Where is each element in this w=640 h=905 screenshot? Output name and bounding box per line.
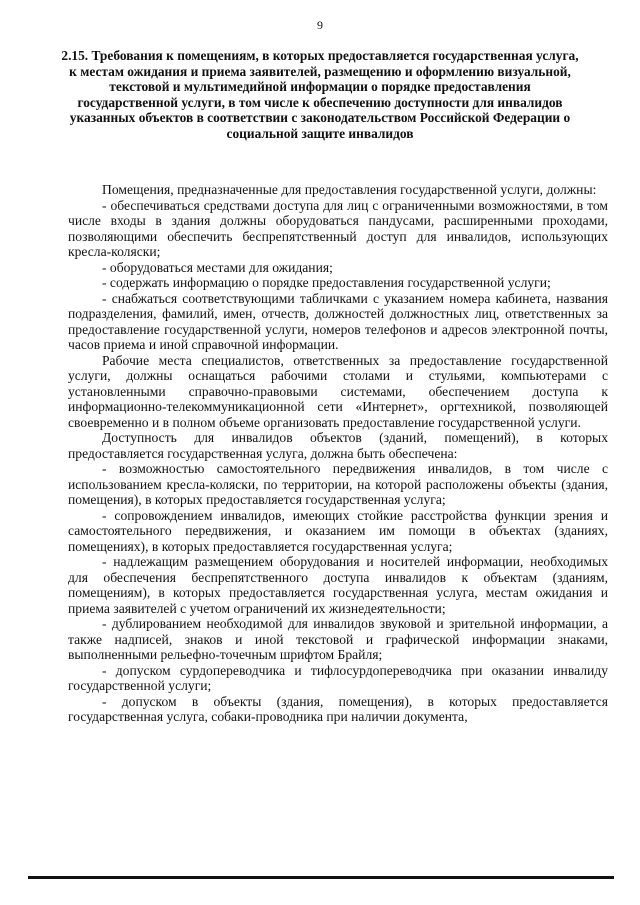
paragraph: - допуском в объекты (здания, помещения), в которых предоставляется государственная услуга, собаки-проводника при наличии документа,: [68, 693, 608, 724]
paragraph: - допуском сурдопереводчика и тифлосурдопереводчика при оказании инвалиду государственной услуги;: [68, 662, 608, 693]
section-heading: 2.15. Требования к помещениям, в которых предоставляется государственная услуга, к местам ожидания и приема заявителей, размещению и оформлению визуальной, текстовой и мультимедийной информации о порядке предоставления государственной услуги, в том числе к обеспечению доступности для инвалидов указанных объектов в соответствии с законодательством Российской Федерации о социальной защите инвалидов: [61, 48, 579, 141]
paragraph: - оборудоваться местами для ожидания;: [102, 259, 333, 275]
body-text: [68, 182, 608, 725]
paragraph: - дублированием необходимой для инвалидов звуковой и зрительной информации, а также надписей, знаков и иной текстовой и графической информации знаками, выполненными рельефно-точечным шрифтом Брайля;: [68, 616, 608, 662]
bottom-rule: [28, 876, 614, 879]
paragraph: - обеспечиваться средствами доступа для лиц с ограниченными возможностями, в том числе входы в здания должны оборудоваться пандусами, расширенными проходами, позволяющими обеспечить беспрепятственный доступ для инвалидов, использующих кресла-коляски;: [68, 197, 608, 259]
paragraph: - снабжаться соответствующими табличками с указанием номера кабинета, названия подразделения, фамилий, имен, отчеств, должностей должностных лиц, ответственных за предоставление государственной услуги, номеров телефонов и адресов электронной почты, часов приема и иной справочной информации.: [68, 290, 608, 352]
paragraph: - надлежащим размещением оборудования и носителей информации, необходимых для обеспечения беспрепятственного доступа инвалидов к объектам (зданиям, помещениям), в которых предоставляется государственная услуга, местам ожидания и приема заявителей с учетом ограничений их жизнедеятельности;: [68, 554, 608, 616]
paragraph: Помещения, предназначенные для предоставления государственной услуги, должны:: [102, 182, 597, 197]
paragraph: - содержать информацию о порядке предоставления государственной услуги;: [102, 275, 551, 290]
paragraph: Рабочие места специалистов, ответственных за предоставление государственной услуги, должны оснащаться рабочими столами и стульями, компьютерами с установленными справочно-правовыми системами, обеспечением доступа к информационно-телекоммуникационной сети «Интернет», оргтехникой, позволяющей своевременно и в полном объеме организовать предоставление государственной услуги.: [68, 352, 608, 430]
paragraph: - возможностью самостоятельного передвижения инвалидов, в том числе с использованием кресла-коляски, по территории, на которой расположены объекты (здания, помещения), в которых предоставляется государственная услуга;: [68, 461, 608, 507]
paragraph: - сопровождением инвалидов, имеющих стойкие расстройства функции зрения и самостоятельного передвижения, и оказанием им помощи в объектах (зданиях, помещениях), в которых предоставляется государственная услуга;: [68, 507, 608, 554]
page-number: 9: [317, 18, 323, 32]
paragraph: Доступность для инвалидов объектов (зданий, помещений), в которых предоставляется государственная услуга, должна быть обеспечена:: [68, 430, 608, 461]
